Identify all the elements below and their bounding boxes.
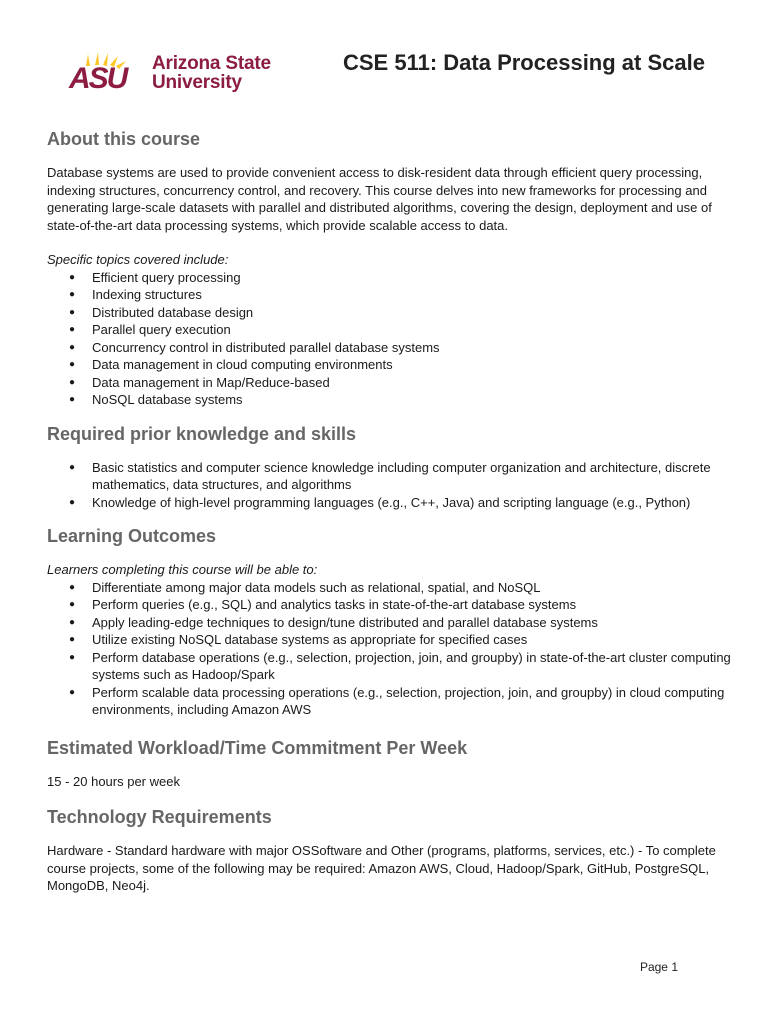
list-item: ● Concurrency control in distributed parallel database systems <box>47 339 737 357</box>
tech-heading: Technology Requirements <box>47 807 272 827</box>
list-item: ● NoSQL database systems <box>47 391 737 409</box>
list-item: ● Utilize existing NoSQL database systems as appropriate for specified cases <box>47 631 737 649</box>
topics-intro: Specific topics covered include: <box>47 252 229 267</box>
list-item: ● Perform database operations (e.g., selection, projection, join, and groupby) in state-of-the-art cluster computing systems such as Hadoop/Spark <box>47 649 737 684</box>
list-item: ● Apply leading-edge techniques to design/tune distributed and parallel database systems <box>47 614 737 632</box>
list-item: ● Basic statistics and computer science knowledge including computer organization and architecture, discrete mathematics, data structures, and algorithms <box>47 459 737 494</box>
prereq-heading: Required prior knowledge and skills <box>47 423 357 444</box>
asu-sunburst-icon <box>68 52 150 92</box>
about-heading: About this course <box>47 129 201 149</box>
tech-text: Hardware - Standard hardware with major OSSoftware and Other (programs, platforms, services, etc.) - To complete course projects, some of the following may be required: Amazon AWS, Cloud, Hadoop/Spark, GitHub, PostgreSQL, MongoDB, Neo4j. <box>47 843 716 893</box>
list-item: ● Indexing structures <box>47 286 737 304</box>
list-item: ● Perform queries (e.g., SQL) and analytics tasks in state-of-the-art database systems <box>47 596 737 614</box>
logo-mark-text: ASU <box>69 62 127 92</box>
list-item: ● Efficient query processing <box>47 269 737 287</box>
list-item: ● Data management in cloud computing environments <box>47 356 737 374</box>
prereq-list <box>47 459 737 512</box>
workload-heading: Estimated Workload/Time Commitment Per Week <box>47 737 468 758</box>
outcomes-heading: Learning Outcomes <box>47 526 217 546</box>
university-line-2: University <box>152 72 242 93</box>
outcomes-list <box>47 579 737 719</box>
list-item: ● Parallel query execution <box>47 321 737 339</box>
university-name <box>152 54 271 92</box>
list-item: ● Knowledge of high-level programming languages (e.g., C++, Java) and scripting language (e.g., Python) <box>47 494 737 512</box>
page-title: CSE 511: Data Processing at Scale <box>343 50 705 75</box>
main-content <box>47 126 737 895</box>
list-item: ● Distributed database design <box>47 304 737 322</box>
page-number: Page 1 <box>639 960 678 974</box>
outcomes-intro: Learners completing this course will be able to: <box>47 562 318 577</box>
list-item: ● Data management in Map/Reduce-based <box>47 374 737 392</box>
workload-text: 15 - 20 hours per week <box>47 773 180 789</box>
list-item: ● Differentiate among major data models such as relational, spatial, and NoSQL <box>47 579 737 597</box>
list-item: ● Perform scalable data processing operations (e.g., selection, projection, join, and groupby) in cloud computing environments, including Amazon AWS <box>47 684 737 719</box>
about-description: Database systems are used to provide convenient access to disk-resident data through efficient query processing, indexing structures, concurrency control, and recovery. This course delves into new frameworks for processing and generating large-scale datasets with parallel and distributed algorithms, covering the design, deployment and use of state-of-the-art data processing systems, which provide scalable access to data. <box>47 165 712 233</box>
topics-list <box>47 269 737 409</box>
asu-logo <box>68 52 278 96</box>
university-line-1: Arizona State <box>152 53 271 74</box>
